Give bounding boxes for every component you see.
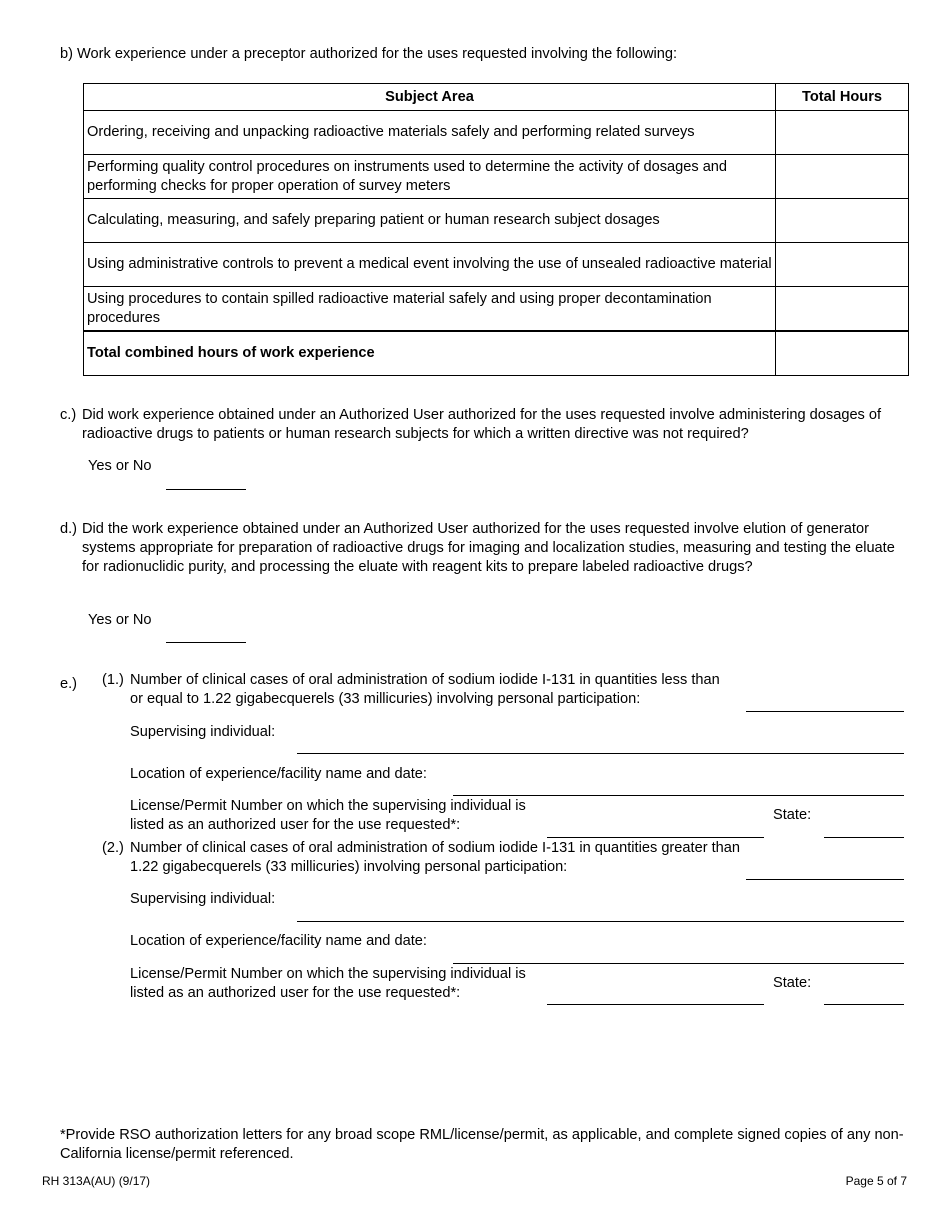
table-row bbox=[84, 155, 909, 199]
item-2-license-field[interactable] bbox=[547, 1004, 764, 1005]
item-2-supervising-field[interactable] bbox=[297, 921, 904, 922]
item-1-state-label: State: bbox=[773, 807, 812, 823]
section-d-label: d.) bbox=[60, 521, 78, 537]
item-2-location-label: Location of experience/facility name and date: bbox=[130, 933, 427, 949]
item-1-license-field[interactable] bbox=[547, 837, 764, 838]
table-row bbox=[84, 111, 909, 155]
item-2-state-field[interactable] bbox=[824, 1004, 904, 1005]
item-1-cases-field[interactable] bbox=[746, 711, 904, 712]
work-experience-table bbox=[83, 83, 909, 376]
item-1-supervising-label: Supervising individual: bbox=[130, 724, 276, 740]
item-1-location-field[interactable] bbox=[453, 795, 904, 796]
section-c-question: Did work experience obtained under an Authorized User authorized for the uses requested involve administering dosages of radioactive drugs to patients or human research subjects for which a written directive was not required? bbox=[82, 407, 882, 442]
section-e-label: e.) bbox=[60, 676, 78, 692]
table-header-row bbox=[84, 84, 909, 111]
section-d-answer-label: Yes or No bbox=[88, 612, 152, 628]
hours-field[interactable] bbox=[776, 155, 909, 199]
column-header-subject: Subject Area bbox=[84, 84, 776, 111]
item-2-license-label: License/Permit Number on which the supervising individual is listed as an authorized user for the use requested*: bbox=[130, 966, 526, 1001]
hours-field[interactable] bbox=[776, 111, 909, 155]
subject-cell: Using administrative controls to prevent a medical event involving the use of unsealed radioactive material bbox=[84, 243, 776, 287]
hours-field[interactable] bbox=[776, 287, 909, 332]
section-d-answer-field[interactable] bbox=[166, 623, 246, 643]
item-1-supervising-field[interactable] bbox=[297, 753, 904, 754]
table-row bbox=[84, 287, 909, 332]
table-row bbox=[84, 243, 909, 287]
item-2-cases-field[interactable] bbox=[746, 879, 904, 880]
subject-cell: Ordering, receiving and unpacking radioactive materials safely and performing related surveys bbox=[84, 111, 776, 155]
item-1-text: Number of clinical cases of oral administration of sodium iodide I-131 in quantities less than or equal to 1.22 gigabecquerels (33 millicuries) involving personal participation: bbox=[130, 672, 720, 707]
footnote: *Provide RSO authorization letters for any broad scope RML/license/permit, as applicable, and complete signed copies of any non-California license/permit referenced. bbox=[60, 1127, 904, 1162]
item-1-location-label: Location of experience/facility name and date: bbox=[130, 766, 427, 782]
form-id: RH 313A(AU) (9/17) bbox=[42, 1174, 151, 1188]
section-d-question: Did the work experience obtained under an Authorized User authorized for the uses requested involve elution of generator systems appropriate for preparation of radioactive drugs for imaging and localization studies, measuring and testing the eluate for radionuclidic purity, and processing the eluate with reagent kits to prepare labeled radioactive drugs? bbox=[82, 521, 895, 575]
section-c-answer-label: Yes or No bbox=[88, 458, 152, 474]
section-b-intro: b) Work experience under a preceptor authorized for the uses requested involving the following: bbox=[60, 46, 678, 62]
item-2-state-label: State: bbox=[773, 975, 812, 991]
total-hours-field[interactable] bbox=[776, 331, 909, 376]
item-2-text: Number of clinical cases of oral administration of sodium iodide I-131 in quantities greater than 1.22 gigabecquerels (33 millicuries) involving personal participation: bbox=[130, 840, 741, 875]
item-1-license-label: License/Permit Number on which the supervising individual is listed as an authorized user for the use requested*: bbox=[130, 798, 526, 833]
item-1-state-field[interactable] bbox=[824, 837, 904, 838]
subject-cell: Calculating, measuring, and safely preparing patient or human research subject dosages bbox=[84, 199, 776, 243]
item-2-location-field[interactable] bbox=[453, 963, 904, 964]
hours-field[interactable] bbox=[776, 199, 909, 243]
column-header-hours: Total Hours bbox=[776, 84, 909, 111]
item-2-number: (2.) bbox=[102, 840, 124, 856]
section-c-label: c.) bbox=[60, 407, 77, 423]
section-c-answer-field[interactable] bbox=[166, 470, 246, 490]
total-row bbox=[84, 331, 909, 376]
total-label: Total combined hours of work experience bbox=[84, 331, 776, 376]
item-1-number: (1.) bbox=[102, 672, 124, 688]
page-number: Page 5 of 7 bbox=[845, 1174, 907, 1188]
hours-field[interactable] bbox=[776, 243, 909, 287]
subject-cell: Using procedures to contain spilled radioactive material safely and using proper decontamination procedures bbox=[84, 287, 776, 332]
table-row bbox=[84, 199, 909, 243]
item-2-supervising-label: Supervising individual: bbox=[130, 891, 276, 907]
subject-cell: Performing quality control procedures on instruments used to determine the activity of dosages and performing checks for proper operation of survey meters bbox=[84, 155, 776, 199]
